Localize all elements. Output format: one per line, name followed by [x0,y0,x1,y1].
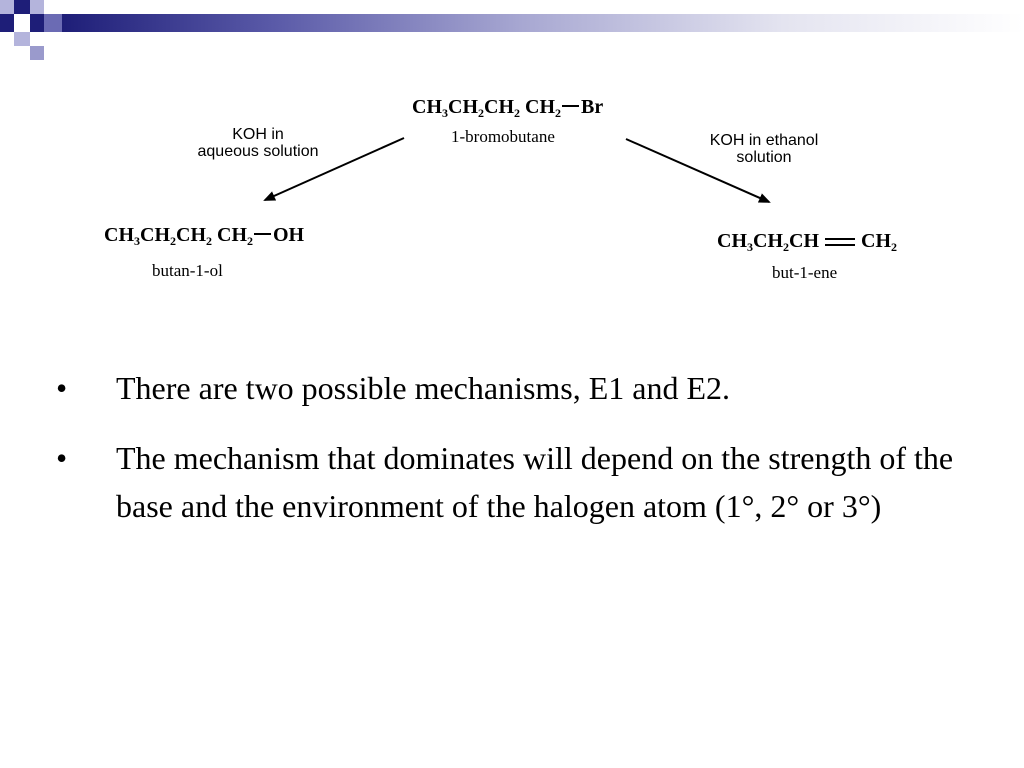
right-product-formula: $CH_3CH_2CH$ $CH_2$ [717,230,897,254]
reactant-name: 1-bromobutane [451,127,555,146]
reactant-formula: $CH_3CH_2CH_2$ $CH_2$ Br [412,96,604,120]
single-bond-icon [253,231,273,241]
bullet-item [56,364,956,412]
reaction-arrows [0,0,1024,330]
bullet-list [56,364,956,552]
bullet-text: The mechanism that dominates will depend on the strength of the base and the environment of the halogen atom (1°, 2° or 3°) [116,440,954,524]
left-product-formula: $CH_3CH_2CH_2$ $CH_2$ OH [104,224,305,248]
single-bond-icon [561,103,581,113]
reaction-scheme [0,0,1024,330]
left-product-name: butan-1-ol [152,261,223,280]
bullet-marker: • [56,370,68,406]
left-condition: KOH in aqueous solution [197,126,319,160]
bullet-text: There are two possible mechanisms, E1 and E2. [116,370,731,406]
double-bond-icon [823,235,857,249]
bullet-marker: • [56,440,68,476]
right-condition: KOH in ethanol solution [709,132,819,166]
right-product-name: but-1-ene [772,263,838,282]
bullet-item [56,434,956,530]
